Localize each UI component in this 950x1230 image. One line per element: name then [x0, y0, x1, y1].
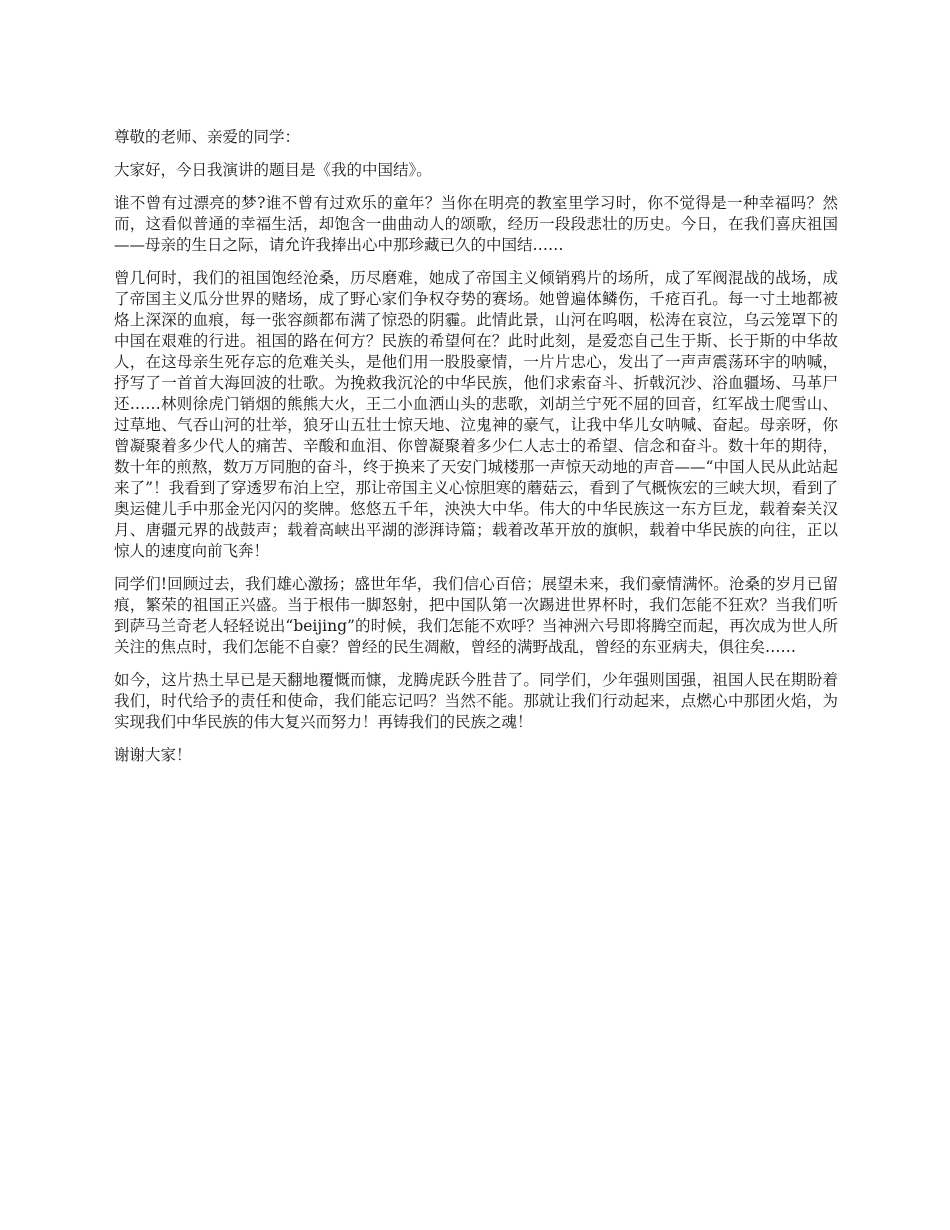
paragraph-history: 曾几何时，我们的祖国饱经沧桑，历尽磨难，她成了帝国主义倾销鸦片的场所，成了军阀混战的战场，成了帝国主义瓜分世界的赌场，成了野心家们争权夺势的赛场。她曾遍体鳞伤，千疮百孔。每一寸土地都被烙上深深的血痕，每一张容颜都布满了惊恐的阴霾。此情此景，山河在呜咽，松涛在哀泣，乌云笼罩下的中国在艰难的行进。祖国的路在何方？民族的希望何在？此时此刻，是爱恋自己生于斯、长于斯的中华故人，在这母亲生死存忘的危难关头，是他们用一股股豪情，一片片忠心，发出了一声声震荡环宇的呐喊，抒写了一首首大海回波的壮歌。为挽救我沉沦的中华民族，他们求索奋斗、折戟沉沙、浴血疆场、马革尸还……林则徐虎门销烟的熊熊大火，王二小血洒山头的悲歌，刘胡兰宁死不屈的回音，红军战士爬雪山、过草地、气吞山河的壮举，狼牙山五壮士惊天地、泣鬼神的豪气，让我中华儿女呐喊、奋起。母亲呀，你曾凝聚着多少代人的痛苦、辛酸和血泪、你曾凝聚着多少仁人志士的希望、信念和奋斗。数十年的期待，数十年的煎熬，数万万同胞的奋斗，终于换来了天安门城楼那一声惊天动地的声音——“中国人民从此站起来了”！我看到了穿透罗布泊上空，那让帝国主义心惊胆寒的蘑菇云，看到了气概恢宏的三峡大坝，看到了奥运健儿手中那金光闪闪的奖牌。悠悠五千年，泱泱大中华。伟大的中华民族这一东方巨龙，载着秦关汉月、唐疆元界的战鼓声；载着高峡出平湖的澎湃诗篇；载着改革开放的旗帜，载着中华民族的向往，正以惊人的速度向前飞奔！	[114, 269, 838, 560]
document-page	[114, 127, 838, 778]
paragraph-today: 如今，这片热土早已是天翻地覆慨而慷，龙腾虎跃今胜昔了。同学们，少年强则国强，祖国人民在期盼着我们，时代给予的责任和使命，我们能忘记吗？当然不能。那就让我们行动起来，点燃心中那团火焰，为实现我们中华民族的伟大复兴而努力！再铸我们的民族之魂！	[114, 671, 838, 731]
salutation: 尊敬的老师、亲爱的同学：	[114, 128, 301, 146]
paragraph-classmates: 同学们!回顾过去，我们雄心激扬；盛世年华，我们信心百倍；展望未来，我们豪情满怀。沧桑的岁月已留痕，繁荣的祖国正兴盛。当于根伟一脚怒射，把中国队第一次踢进世界杯时，我们怎能不狂欢？当我们听到萨马兰奇老人轻轻说出“beijing”的时候，我们怎能不欢呼？当神洲六号即将腾空而起，再次成为世人所关注的焦点时，我们怎能不自豪？曾经的民生凋敝，曾经的满野战乱，曾经的东亚病夫，俱往矣……	[114, 575, 838, 656]
paragraph-dream: 谁不曾有过漂亮的梦?谁不曾有过欢乐的童年？当你在明亮的教室里学习时，你不觉得是一种幸福吗？然而，这看似普通的幸福生活，却饱含一曲曲动人的颂歌，经历一段段悲壮的历史。今日，在我们喜庆祖国——母亲的生日之际，请允许我捧出心中那珍藏已久的中国结……	[114, 194, 838, 254]
closing: 谢谢大家！	[114, 746, 192, 764]
paragraph-intro: 大家好，今日我演讲的题目是《我的中国结》。	[114, 161, 432, 179]
